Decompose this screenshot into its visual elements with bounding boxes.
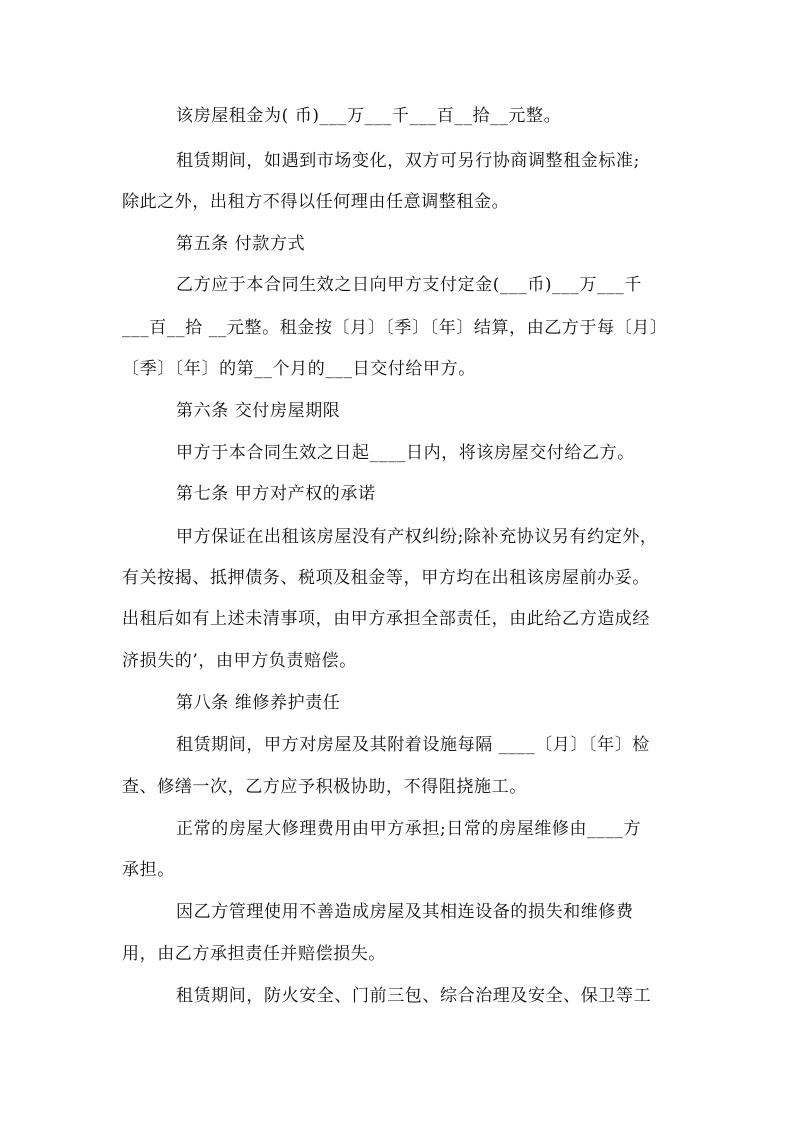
text-line: 租赁期间，防火安全、门前三包、综合治理及安全、保卫等工	[176, 986, 652, 1006]
text-line: 承担。	[122, 860, 175, 880]
text-line: 用，由乙方承担责任并赔偿损失。	[122, 944, 386, 964]
text-line: 正常的房屋大修理费用由甲方承担;日常的房屋维修由____方	[176, 819, 642, 839]
section-heading: 第六条 交付房屋期限	[176, 401, 341, 421]
text-line: 租赁期间，如遇到市场变化，双方可另行协商调整租金标准;	[176, 151, 640, 171]
section-heading: 第五条 付款方式	[176, 234, 306, 254]
text-line: 甲方于本合同生效之日起____日内，将该房屋交付给乙方。	[176, 443, 635, 463]
text-line: 〔季〕〔年〕的第__个月的___日交付给甲方。	[122, 359, 476, 379]
text-line: 甲方保证在出租该房屋没有产权纠纷;除补充协议另有约定外，	[176, 527, 658, 547]
text-line: 出租后如有上述未清事项，由甲方承担全部责任，由此给乙方造成经	[122, 609, 650, 629]
text-line: ___百__拾 __元整。租金按〔月〕〔季〕〔年〕结算，由乙方于每〔月〕	[122, 318, 668, 338]
text-line: 有关按揭、抵押债务、税项及租金等，甲方均在出租该房屋前办妥。	[122, 568, 650, 588]
text-line: 查、修缮一次，乙方应予积极协助，不得阻挠施工。	[122, 777, 527, 797]
text-line: 济损失的’，由甲方负责赔偿。	[122, 651, 357, 671]
section-heading: 第七条 甲方对产权的承诺	[176, 484, 376, 504]
text-line: 因乙方管理使用不善造成房屋及其相连设备的损失和维修费	[176, 902, 634, 922]
text-line: 乙方应于本合同生效之日向甲方支付定金(___币)___万___千	[176, 275, 642, 295]
text-line: 租赁期间，甲方对房屋及其附着设施每隔 ____〔月〕〔年〕检	[176, 735, 650, 755]
section-heading: 第八条 维修养护责任	[176, 693, 341, 713]
text-line: 该房屋租金为( 币)___万___千___百__拾__元整。	[176, 106, 562, 126]
text-line: 除此之外，出租方不得以任何理由任意调整租金。	[122, 192, 510, 212]
